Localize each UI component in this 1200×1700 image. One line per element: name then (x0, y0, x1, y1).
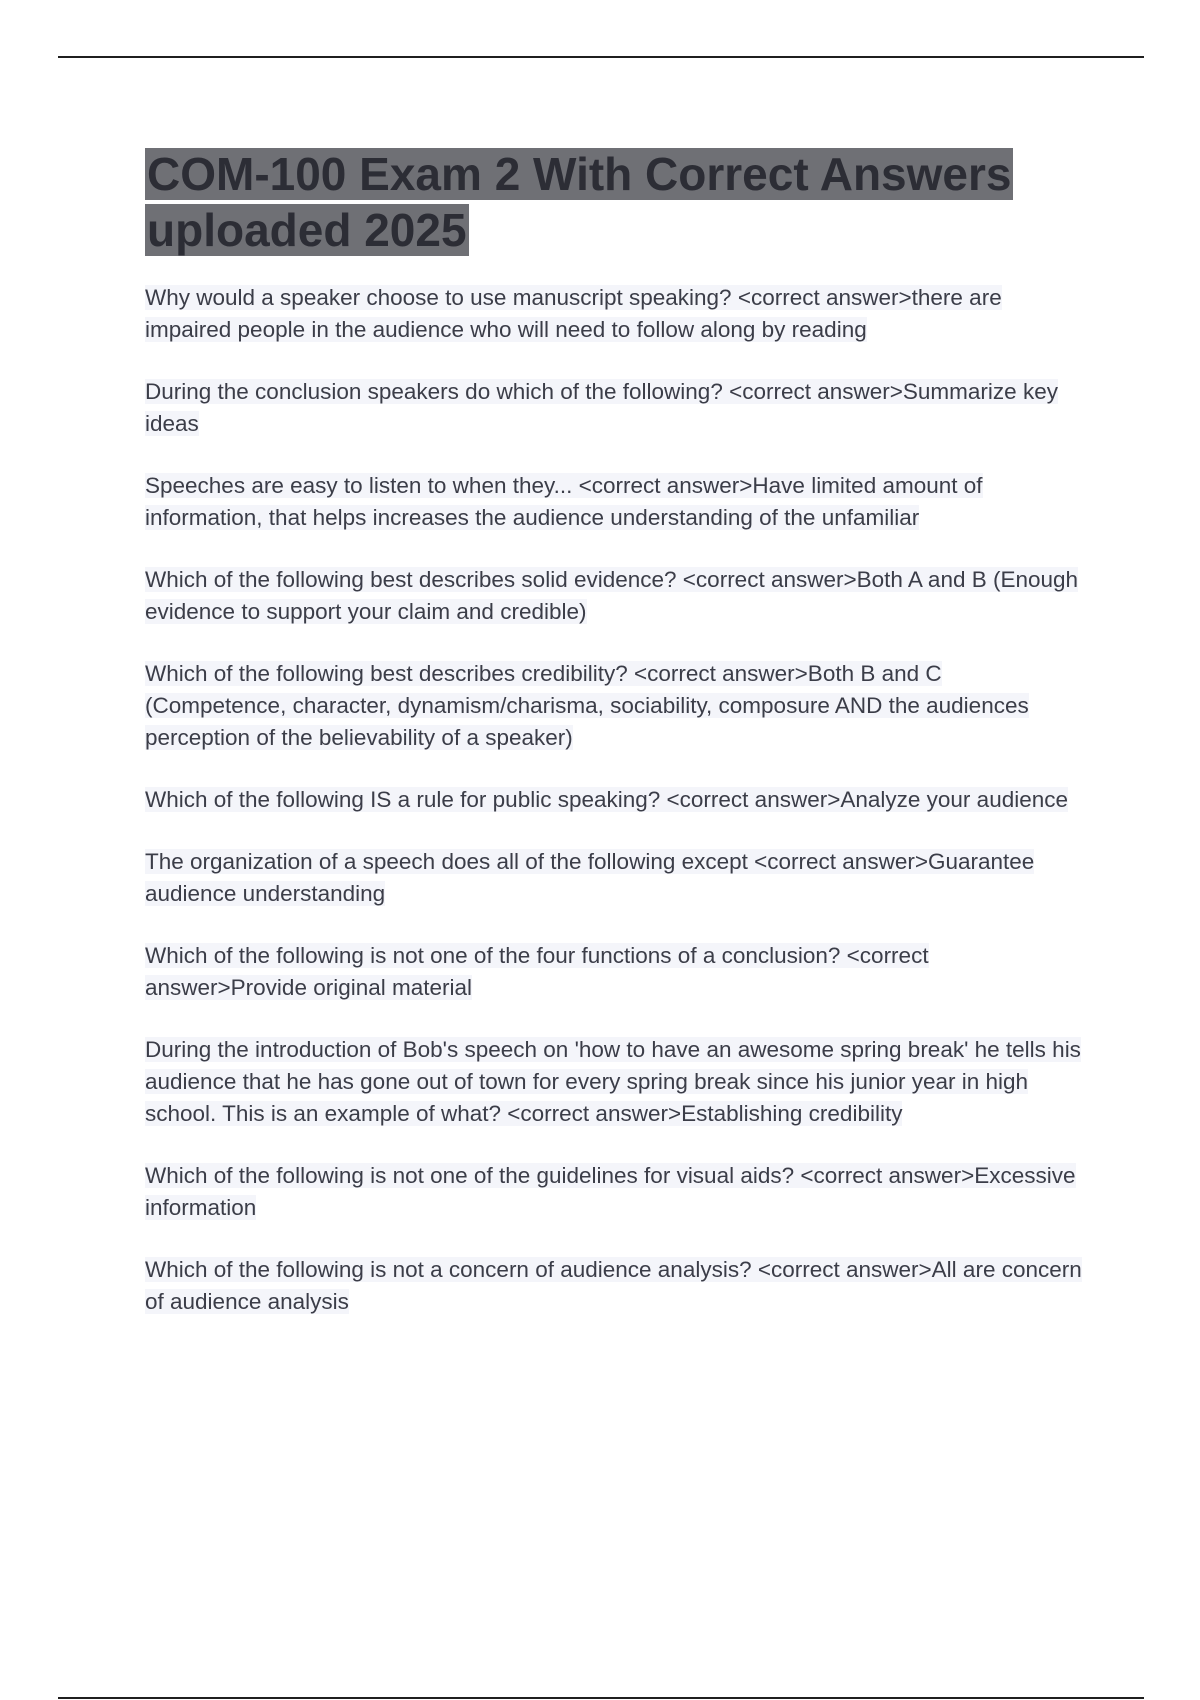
qa-item (145, 1254, 1085, 1318)
qa-text: Which of the following best describes solid evidence? <correct answer>Both A and B (Enough evidence to support your claim and credible) (145, 567, 1079, 624)
qa-text: Why would a speaker choose to use manuscript speaking? <correct answer>there are impaired people in the audience who will need to follow along by reading (145, 285, 1002, 342)
qa-text: Speeches are easy to listen to when they... <correct answer>Have limited amount of information, that helps increases the audience understanding of the unfamiliar (145, 473, 983, 530)
qa-item (145, 1160, 1085, 1224)
qa-text: During the conclusion speakers do which of the following? <correct answer>Summarize key ideas (145, 379, 1058, 436)
qa-item (145, 784, 1085, 816)
qa-list (145, 282, 1085, 1318)
qa-item (145, 1034, 1085, 1130)
document-title-text: COM-100 Exam 2 With Correct Answers uploaded 2025 (147, 148, 1012, 256)
qa-text: Which of the following is not a concern of audience analysis? <correct answer>All are concern of audience analysis (145, 1257, 1082, 1314)
document-body (145, 146, 1085, 1348)
qa-text: Which of the following is not one of the four functions of a conclusion? <correct answer>Provide original material (145, 943, 929, 1000)
qa-item (145, 658, 1085, 754)
qa-text: Which of the following IS a rule for public speaking? <correct answer>Analyze your audience (145, 787, 1069, 812)
qa-text: Which of the following is not one of the guidelines for visual aids? <correct answer>Excessive information (145, 1163, 1076, 1220)
document-title (145, 146, 1085, 258)
qa-text: Which of the following best describes credibility? <correct answer>Both B and C (Competence, character, dynamism/charisma, sociability, composure AND the audiences perception of the believability of a speaker) (145, 661, 1029, 750)
qa-item (145, 282, 1085, 346)
qa-item (145, 376, 1085, 440)
qa-item (145, 846, 1085, 910)
bottom-divider (58, 1697, 1144, 1699)
qa-item (145, 940, 1085, 1004)
qa-item (145, 470, 1085, 534)
qa-text: During the introduction of Bob's speech on 'how to have an awesome spring break' he tells his audience that he has gone out of town for every spring break since his junior year in high school. This is an example of what? <correct answer>Establishing credibility (145, 1037, 1081, 1126)
top-divider (58, 56, 1144, 58)
qa-item (145, 564, 1085, 628)
qa-text: The organization of a speech does all of the following except <correct answer>Guarantee audience understanding (145, 849, 1035, 906)
